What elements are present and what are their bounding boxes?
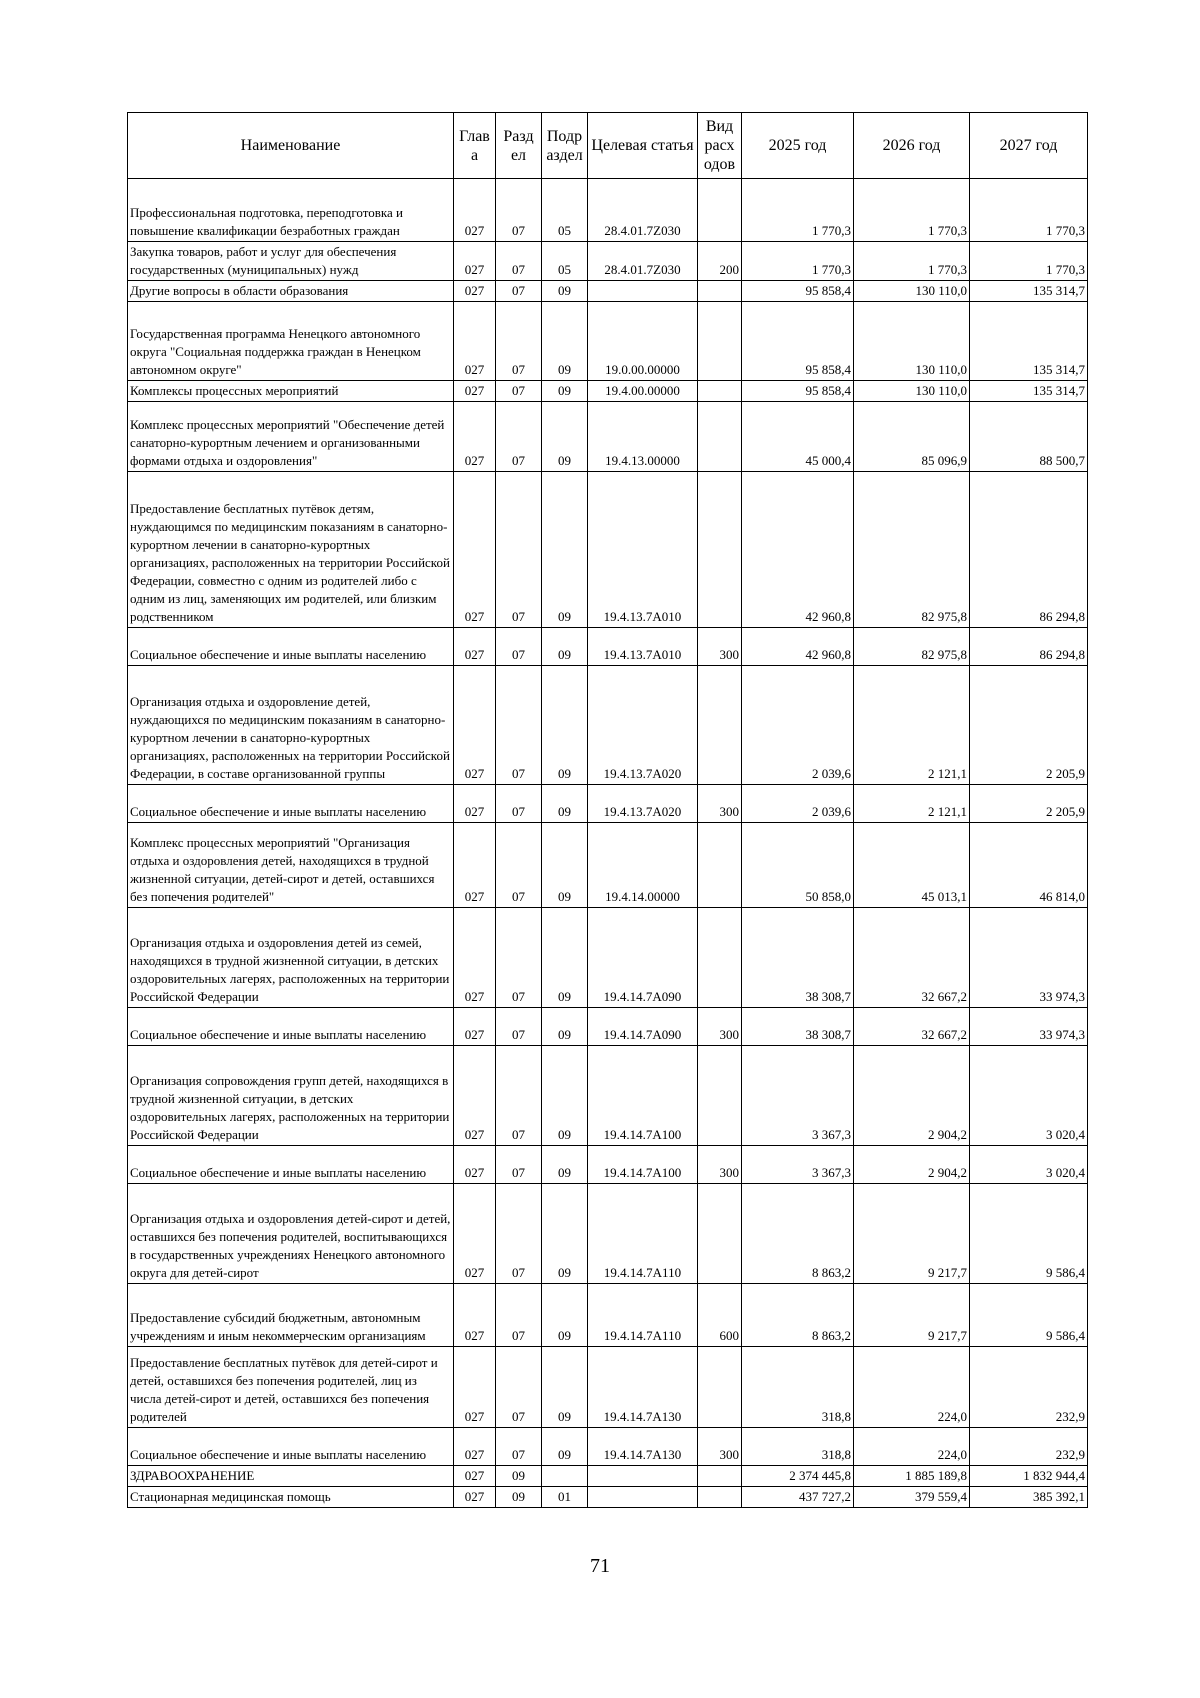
cell-2025: 1 770,3 (742, 242, 854, 281)
cell-expense-type (698, 1347, 742, 1428)
cell-razdel: 07 (496, 666, 542, 785)
cell-2027: 88 500,7 (970, 402, 1088, 472)
cell-name: Другие вопросы в области образования (128, 281, 454, 302)
cell-name: Комплекс процессных мероприятий "Организация отдыха и оздоровления детей, находящихся в трудной жизненной ситуации, детей-сирот и детей, оставшихся без попечения родителей" (128, 823, 454, 908)
budget-table (127, 112, 1088, 1508)
cell-podrazdel: 09 (542, 1008, 588, 1046)
cell-podrazdel: 01 (542, 1487, 588, 1508)
cell-target-article (588, 1466, 698, 1487)
cell-2026: 1 885 189,8 (854, 1466, 970, 1487)
cell-2025: 38 308,7 (742, 908, 854, 1008)
cell-2027: 1 832 944,4 (970, 1466, 1088, 1487)
cell-glava: 027 (454, 242, 496, 281)
table-row (128, 1347, 1088, 1428)
cell-target-article: 19.4.14.7А090 (588, 1008, 698, 1046)
table-row (128, 281, 1088, 302)
table-row (128, 1146, 1088, 1184)
cell-expense-type (698, 281, 742, 302)
cell-2027: 135 314,7 (970, 281, 1088, 302)
table-row (128, 823, 1088, 908)
table-row (128, 242, 1088, 281)
cell-2027: 232,9 (970, 1428, 1088, 1466)
table-row (128, 1046, 1088, 1146)
cell-2026: 224,0 (854, 1347, 970, 1428)
cell-podrazdel: 09 (542, 1347, 588, 1428)
cell-2027: 2 205,9 (970, 666, 1088, 785)
table-body (128, 179, 1088, 1508)
table-row (128, 1466, 1088, 1487)
cell-2025: 318,8 (742, 1347, 854, 1428)
cell-target-article: 19.4.14.00000 (588, 823, 698, 908)
cell-razdel: 07 (496, 1428, 542, 1466)
cell-target-article: 19.0.00.00000 (588, 302, 698, 381)
table-row (128, 302, 1088, 381)
cell-glava: 027 (454, 785, 496, 823)
cell-glava: 027 (454, 908, 496, 1008)
cell-name: ЗДРАВООХРАНЕНИЕ (128, 1466, 454, 1487)
cell-razdel: 07 (496, 302, 542, 381)
cell-podrazdel: 09 (542, 302, 588, 381)
cell-name: Социальное обеспечение и иные выплаты населению (128, 785, 454, 823)
cell-podrazdel: 09 (542, 1184, 588, 1284)
cell-2026: 32 667,2 (854, 908, 970, 1008)
cell-2025: 42 960,8 (742, 472, 854, 628)
cell-razdel: 07 (496, 1284, 542, 1347)
cell-razdel: 09 (496, 1487, 542, 1508)
cell-target-article: 19.4.13.7А010 (588, 472, 698, 628)
header-2026: 2026 год (854, 113, 970, 179)
cell-expense-type (698, 1487, 742, 1508)
cell-2026: 130 110,0 (854, 302, 970, 381)
cell-glava: 027 (454, 1487, 496, 1508)
cell-2027: 86 294,8 (970, 628, 1088, 666)
cell-2025: 318,8 (742, 1428, 854, 1466)
cell-name: Организация отдыха и оздоровления детей-сирот и детей, оставшихся без попечения родителей, воспитывающихся в государственных учреждениях Ненецкого автономного округа для детей-сирот (128, 1184, 454, 1284)
cell-2027: 46 814,0 (970, 823, 1088, 908)
cell-2025: 38 308,7 (742, 1008, 854, 1046)
header-target-article: Целевая статья (588, 113, 698, 179)
cell-podrazdel: 09 (542, 1146, 588, 1184)
header-glava: Глав а (454, 113, 496, 179)
cell-2027: 3 020,4 (970, 1146, 1088, 1184)
cell-2026: 130 110,0 (854, 381, 970, 402)
table-row (128, 1487, 1088, 1508)
cell-2026: 82 975,8 (854, 472, 970, 628)
cell-target-article: 19.4.14.7А110 (588, 1184, 698, 1284)
cell-2026: 224,0 (854, 1428, 970, 1466)
cell-glava: 027 (454, 302, 496, 381)
cell-2025: 3 367,3 (742, 1046, 854, 1146)
cell-glava: 027 (454, 402, 496, 472)
cell-podrazdel: 09 (542, 785, 588, 823)
cell-2027: 33 974,3 (970, 908, 1088, 1008)
table-row (128, 1008, 1088, 1046)
table-row (128, 179, 1088, 242)
cell-2026: 2 904,2 (854, 1146, 970, 1184)
cell-target-article (588, 281, 698, 302)
cell-glava: 027 (454, 1008, 496, 1046)
cell-razdel: 07 (496, 628, 542, 666)
cell-2025: 45 000,4 (742, 402, 854, 472)
cell-razdel: 07 (496, 472, 542, 628)
cell-expense-type (698, 1046, 742, 1146)
table-row (128, 628, 1088, 666)
cell-expense-type (698, 472, 742, 628)
cell-2027: 1 770,3 (970, 179, 1088, 242)
cell-podrazdel: 09 (542, 908, 588, 1008)
cell-target-article: 19.4.14.7А100 (588, 1046, 698, 1146)
cell-2025: 95 858,4 (742, 302, 854, 381)
cell-podrazdel: 09 (542, 1046, 588, 1146)
cell-target-article (588, 1487, 698, 1508)
cell-glava: 027 (454, 1184, 496, 1284)
cell-glava: 027 (454, 1428, 496, 1466)
cell-podrazdel: 09 (542, 402, 588, 472)
cell-2025: 8 863,2 (742, 1284, 854, 1347)
cell-2026: 32 667,2 (854, 1008, 970, 1046)
cell-podrazdel: 09 (542, 281, 588, 302)
header-2025: 2025 год (742, 113, 854, 179)
cell-2026: 379 559,4 (854, 1487, 970, 1508)
cell-glava: 027 (454, 179, 496, 242)
cell-2026: 2 904,2 (854, 1046, 970, 1146)
cell-glava: 027 (454, 628, 496, 666)
cell-2027: 9 586,4 (970, 1284, 1088, 1347)
cell-2026: 9 217,7 (854, 1184, 970, 1284)
cell-2025: 2 039,6 (742, 785, 854, 823)
cell-expense-type: 600 (698, 1284, 742, 1347)
cell-name: Предоставление бесплатных путёвок для детей-сирот и детей, оставшихся без попечения родителей, лиц из числа детей-сирот и детей, оставшихся без попечения родителей (128, 1347, 454, 1428)
cell-2025: 3 367,3 (742, 1146, 854, 1184)
table-header-row (128, 113, 1088, 179)
cell-target-article: 19.4.14.7А100 (588, 1146, 698, 1184)
cell-name: Профессиональная подготовка, переподготовка и повышение квалификации безработных граждан (128, 179, 454, 242)
cell-2026: 45 013,1 (854, 823, 970, 908)
cell-glava: 027 (454, 823, 496, 908)
cell-glava: 027 (454, 1466, 496, 1487)
cell-2026: 1 770,3 (854, 242, 970, 281)
cell-podrazdel (542, 1466, 588, 1487)
table-row (128, 666, 1088, 785)
cell-target-article: 19.4.14.7А130 (588, 1428, 698, 1466)
page-number: 71 (590, 1555, 610, 1577)
cell-target-article: 19.4.13.7А020 (588, 666, 698, 785)
cell-expense-type: 200 (698, 242, 742, 281)
cell-2026: 85 096,9 (854, 402, 970, 472)
header-expense-type: Вид расх одов (698, 113, 742, 179)
cell-expense-type: 300 (698, 785, 742, 823)
header-razdel: Разд ел (496, 113, 542, 179)
cell-2027: 9 586,4 (970, 1184, 1088, 1284)
table-row (128, 785, 1088, 823)
cell-expense-type: 300 (698, 1008, 742, 1046)
cell-podrazdel: 09 (542, 472, 588, 628)
cell-2026: 130 110,0 (854, 281, 970, 302)
cell-expense-type (698, 908, 742, 1008)
cell-2026: 2 121,1 (854, 666, 970, 785)
cell-target-article: 28.4.01.7Z030 (588, 179, 698, 242)
cell-expense-type (698, 179, 742, 242)
cell-name: Комплекс процессных мероприятий "Обеспечение детей санаторно-курортным лечением и организованными формами отдыха и оздоровления" (128, 402, 454, 472)
cell-2026: 82 975,8 (854, 628, 970, 666)
cell-razdel: 07 (496, 908, 542, 1008)
cell-2025: 2 374 445,8 (742, 1466, 854, 1487)
cell-name: Предоставление бесплатных путёвок детям, нуждающимся по медицинским показаниям в санаторно-курортном лечении в санаторно-курортных организациях, расположенных на территории Российской Федерации, совместно с одним из родителей либо с одним из лиц, заменяющих им родителей, или близким родственником (128, 472, 454, 628)
cell-2027: 33 974,3 (970, 1008, 1088, 1046)
cell-2025: 50 858,0 (742, 823, 854, 908)
cell-2025: 8 863,2 (742, 1184, 854, 1284)
cell-2026: 2 121,1 (854, 785, 970, 823)
cell-podrazdel: 05 (542, 179, 588, 242)
cell-expense-type (698, 823, 742, 908)
cell-razdel: 07 (496, 281, 542, 302)
cell-target-article: 19.4.13.7А020 (588, 785, 698, 823)
cell-podrazdel: 09 (542, 823, 588, 908)
cell-expense-type (698, 302, 742, 381)
cell-2027: 86 294,8 (970, 472, 1088, 628)
table-row (128, 402, 1088, 472)
cell-2026: 1 770,3 (854, 179, 970, 242)
cell-name: Социальное обеспечение и иные выплаты населению (128, 1428, 454, 1466)
cell-expense-type (698, 1184, 742, 1284)
cell-razdel: 07 (496, 785, 542, 823)
cell-glava: 027 (454, 472, 496, 628)
cell-target-article: 19.4.14.7А130 (588, 1347, 698, 1428)
cell-name: Социальное обеспечение и иные выплаты населению (128, 1146, 454, 1184)
cell-expense-type (698, 381, 742, 402)
cell-razdel: 07 (496, 1046, 542, 1146)
cell-target-article: 19.4.13.00000 (588, 402, 698, 472)
cell-razdel: 07 (496, 1008, 542, 1046)
table-row (128, 908, 1088, 1008)
cell-glava: 027 (454, 281, 496, 302)
cell-razdel: 07 (496, 242, 542, 281)
cell-glava: 027 (454, 1146, 496, 1184)
cell-razdel: 07 (496, 823, 542, 908)
cell-name: Стационарная медицинская помощь (128, 1487, 454, 1508)
cell-razdel: 09 (496, 1466, 542, 1487)
cell-2025: 95 858,4 (742, 381, 854, 402)
cell-2027: 135 314,7 (970, 302, 1088, 381)
cell-2027: 135 314,7 (970, 381, 1088, 402)
cell-expense-type (698, 402, 742, 472)
cell-expense-type: 300 (698, 628, 742, 666)
cell-razdel: 07 (496, 1184, 542, 1284)
cell-target-article: 19.4.13.7А010 (588, 628, 698, 666)
cell-target-article: 19.4.14.7А090 (588, 908, 698, 1008)
cell-podrazdel: 09 (542, 1284, 588, 1347)
cell-name: Закупка товаров, работ и услуг для обеспечения государственных (муниципальных) нужд (128, 242, 454, 281)
cell-2025: 42 960,8 (742, 628, 854, 666)
cell-glava: 027 (454, 1046, 496, 1146)
cell-target-article: 19.4.14.7А110 (588, 1284, 698, 1347)
table-row (128, 1184, 1088, 1284)
cell-name: Предоставление субсидий бюджетным, автономным учреждениям и иным некоммерческим организациям (128, 1284, 454, 1347)
cell-name: Организация отдыха и оздоровление детей, нуждающихся по медицинским показаниям в санаторно-курортном лечении в санаторно-курортных организациях, расположенных на территории Российской Федерации, в составе организованной группы (128, 666, 454, 785)
header-podrazdel: Подр аздел (542, 113, 588, 179)
cell-razdel: 07 (496, 402, 542, 472)
header-name: Наименование (128, 113, 454, 179)
cell-expense-type (698, 1466, 742, 1487)
table-row (128, 1428, 1088, 1466)
cell-glava: 027 (454, 666, 496, 785)
cell-name: Организация сопровождения групп детей, находящихся в трудной жизненной ситуации, в детских оздоровительных лагерях, расположенных на территории Российской Федерации (128, 1046, 454, 1146)
cell-2025: 1 770,3 (742, 179, 854, 242)
cell-razdel: 07 (496, 381, 542, 402)
cell-name: Комплексы процессных мероприятий (128, 381, 454, 402)
table-row (128, 1284, 1088, 1347)
cell-2025: 95 858,4 (742, 281, 854, 302)
cell-expense-type: 300 (698, 1428, 742, 1466)
cell-expense-type (698, 666, 742, 785)
cell-glava: 027 (454, 1347, 496, 1428)
cell-2025: 2 039,6 (742, 666, 854, 785)
cell-razdel: 07 (496, 1146, 542, 1184)
cell-name: Социальное обеспечение и иные выплаты населению (128, 1008, 454, 1046)
cell-2025: 437 727,2 (742, 1487, 854, 1508)
cell-razdel: 07 (496, 1347, 542, 1428)
cell-name: Организация отдыха и оздоровления детей из семей, находящихся в трудной жизненной ситуации, в детских оздоровительных лагерях, расположенных на территории Российской Федерации (128, 908, 454, 1008)
cell-podrazdel: 09 (542, 381, 588, 402)
cell-target-article: 28.4.01.7Z030 (588, 242, 698, 281)
cell-2026: 9 217,7 (854, 1284, 970, 1347)
cell-2027: 3 020,4 (970, 1046, 1088, 1146)
cell-name: Государственная программа Ненецкого автономного округа "Социальная поддержка граждан в Ненецком автономном округе" (128, 302, 454, 381)
table-row (128, 472, 1088, 628)
cell-glava: 027 (454, 381, 496, 402)
cell-2027: 2 205,9 (970, 785, 1088, 823)
table-row (128, 381, 1088, 402)
cell-podrazdel: 05 (542, 242, 588, 281)
cell-2027: 1 770,3 (970, 242, 1088, 281)
cell-razdel: 07 (496, 179, 542, 242)
cell-2027: 385 392,1 (970, 1487, 1088, 1508)
cell-podrazdel: 09 (542, 1428, 588, 1466)
cell-glava: 027 (454, 1284, 496, 1347)
cell-expense-type: 300 (698, 1146, 742, 1184)
cell-podrazdel: 09 (542, 628, 588, 666)
cell-podrazdel: 09 (542, 666, 588, 785)
header-2027: 2027 год (970, 113, 1088, 179)
cell-2027: 232,9 (970, 1347, 1088, 1428)
cell-name: Социальное обеспечение и иные выплаты населению (128, 628, 454, 666)
cell-target-article: 19.4.00.00000 (588, 381, 698, 402)
